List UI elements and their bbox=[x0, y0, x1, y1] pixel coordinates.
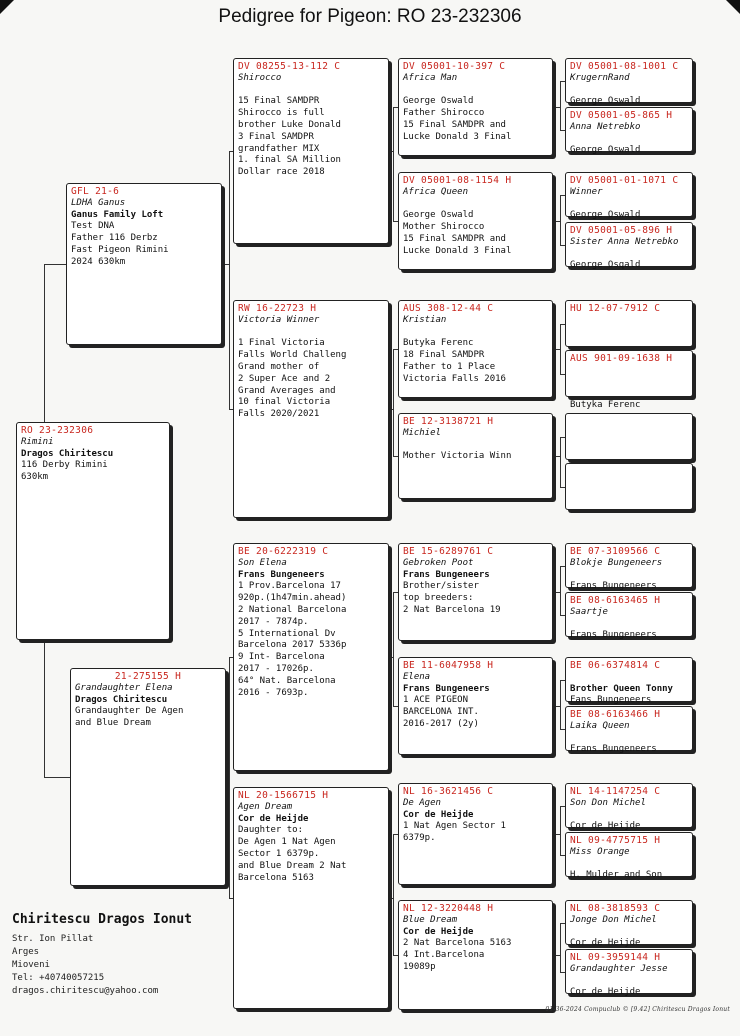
pigeon-note: Butyka Ferenc bbox=[403, 338, 474, 349]
pigeon-name: Anna Netrebko bbox=[570, 121, 641, 132]
ring-number: BE 08-6163465 H bbox=[570, 595, 661, 606]
great-great-grandparent-card[interactable] bbox=[565, 949, 693, 998]
ring-number: DV 05001-01-1071 C bbox=[570, 175, 679, 186]
pigeon-note: 2016-2017 (2y) bbox=[403, 718, 479, 729]
great-grandparent-card[interactable] bbox=[398, 413, 553, 499]
breeder-email[interactable]: dragos.chiritescu@yahoo.com bbox=[12, 986, 159, 996]
ring-number: 21-275155 H bbox=[114, 671, 182, 682]
pigeon-note: Father to 1 Place bbox=[403, 361, 496, 372]
pigeon-owner bbox=[570, 249, 688, 261]
pigeon-owner bbox=[570, 927, 688, 939]
pigeon-name bbox=[570, 315, 688, 327]
breeder-address-line: Mioveni bbox=[12, 960, 50, 970]
grandparent-card[interactable] bbox=[233, 787, 389, 1009]
ring-number bbox=[570, 416, 688, 428]
connector-line bbox=[553, 592, 560, 593]
pigeon-owner: Frans Bungeneers bbox=[238, 569, 325, 580]
ring-number: NL 09-4775715 H bbox=[570, 835, 661, 846]
pigeon-note: George Oswald bbox=[570, 210, 641, 221]
connector-line bbox=[553, 349, 560, 350]
connector-line bbox=[44, 777, 70, 778]
connector-line bbox=[44, 264, 66, 265]
pigeon-owner: Cor de Heijde bbox=[403, 926, 474, 937]
pigeon-owner: Cor de Heijde bbox=[403, 809, 474, 820]
breeder-name: Chiritescu Dragos Ionut bbox=[12, 912, 193, 927]
pigeon-note: Frans Bungeneers bbox=[570, 744, 657, 755]
ring-number: AUS 901-09-1638 H bbox=[570, 353, 673, 364]
pigeon-note: George Oswald bbox=[570, 96, 641, 107]
pigeon-note: 19089p bbox=[403, 961, 436, 972]
page-title: Pedigree for Pigeon: RO 23-232306 bbox=[218, 6, 522, 27]
ring-number: BE 12-3138721 H bbox=[403, 416, 494, 427]
pigeon-note: and Blue Dream bbox=[75, 718, 151, 729]
ring-number: BE 08-6163466 H bbox=[570, 709, 661, 720]
pigeon-note: 3 Final SAMDPR bbox=[238, 131, 314, 142]
pigeon-name: Gebroken Poot bbox=[403, 557, 474, 568]
pigeon-owner bbox=[403, 199, 548, 211]
connector-line bbox=[553, 456, 560, 457]
pigeon-note: 2024 630km bbox=[71, 256, 126, 267]
connector-line bbox=[389, 151, 393, 152]
pigeon-note: Fans Bungeneers bbox=[570, 695, 652, 706]
pigeon-name: Michiel bbox=[403, 427, 441, 438]
connector-line bbox=[393, 107, 394, 221]
pigeon-owner bbox=[403, 85, 548, 97]
great-great-grandparent-card[interactable] bbox=[565, 222, 693, 271]
pigeon-owner bbox=[570, 440, 688, 452]
pigeon-note: Brother/sister bbox=[403, 581, 479, 592]
pigeon-name: Agen Dream bbox=[238, 801, 293, 812]
pigeon-name: Rimini bbox=[21, 436, 54, 447]
great-great-grandparent-card[interactable] bbox=[565, 783, 693, 832]
pigeon-name bbox=[570, 365, 688, 377]
pigeon-name: Africa Man bbox=[403, 72, 458, 83]
ring-number: NL 09-3959144 H bbox=[570, 952, 661, 963]
great-great-grandparent-card[interactable] bbox=[565, 900, 693, 949]
great-great-grandparent-card[interactable] bbox=[565, 300, 693, 347]
pigeon-note: Dollar race 2018 bbox=[238, 167, 325, 178]
grandparent-card[interactable] bbox=[233, 300, 389, 518]
pigeon-note: Shirocco is full bbox=[238, 108, 325, 119]
breeder-info bbox=[12, 912, 242, 998]
sire-card[interactable] bbox=[66, 183, 222, 345]
pigeon-note: BARCELONA INT. bbox=[403, 707, 479, 718]
pigeon-note: 1 Nat Agen Sector 1 bbox=[403, 821, 506, 832]
ring-number: NL 20-1566715 H bbox=[238, 790, 329, 801]
pigeon-note: Grand mother of bbox=[238, 361, 320, 372]
pigeon-owner: Dragos Chiritescu bbox=[21, 448, 114, 459]
pigeon-name: Kristian bbox=[403, 314, 447, 325]
great-great-grandparent-card[interactable] bbox=[565, 592, 693, 641]
ring-number: DV 08255-13-112 C bbox=[238, 61, 341, 72]
ring-number bbox=[570, 466, 688, 478]
connector-line bbox=[560, 566, 561, 615]
great-great-grandparent-card[interactable] bbox=[565, 832, 693, 881]
great-great-grandparent-card[interactable] bbox=[565, 58, 693, 107]
pigeon-owner bbox=[570, 810, 688, 822]
pigeon-note: Father Shirocco bbox=[403, 108, 485, 119]
pigeon-name bbox=[570, 428, 688, 440]
great-grandparent-card[interactable] bbox=[398, 58, 553, 156]
great-grandparent-card[interactable] bbox=[398, 657, 553, 755]
connector-line bbox=[560, 923, 561, 972]
pigeon-note: 116 Derby Rimini bbox=[21, 460, 108, 471]
pigeon-owner bbox=[570, 490, 688, 502]
pigeon-note: 920p.(1h47min.ahead) bbox=[238, 593, 347, 604]
pigeon-note: Mother Shirocco bbox=[403, 222, 485, 233]
connector-line bbox=[560, 195, 561, 245]
pigeon-note: H. Mulder and Son bbox=[570, 870, 663, 881]
great-great-grandparent-card[interactable] bbox=[565, 657, 693, 706]
pigeon-name: Grandaughter Jesse bbox=[570, 963, 668, 974]
connector-line bbox=[553, 221, 560, 222]
ring-number: NL 14-1147254 C bbox=[570, 786, 661, 797]
ring-number: NL 16-3621456 C bbox=[403, 786, 494, 797]
pigeon-owner: Ganus Family Loft bbox=[71, 209, 164, 220]
pigeon-note: Falls 2020/2021 bbox=[238, 409, 320, 420]
pigeon-note: 630km bbox=[21, 472, 49, 483]
connector-line bbox=[553, 834, 560, 835]
pigeon-note: 64° Nat. Barcelona bbox=[238, 675, 336, 686]
ring-number: DV 05001-08-1001 C bbox=[570, 61, 679, 72]
pigeon-owner: Brother Queen Tonny bbox=[570, 683, 673, 694]
pigeon-note: 5 International Dv bbox=[238, 628, 336, 639]
pigeon-note: 1. final SA Million bbox=[238, 155, 341, 166]
pigeon-note: Victoria Falls 2016 bbox=[403, 373, 506, 384]
ring-number: NL 08-3818593 C bbox=[570, 903, 661, 914]
great-grandparent-card[interactable] bbox=[398, 300, 553, 398]
pigeon-name: Jonge Don Michel bbox=[570, 914, 657, 925]
pigeon-name: Sister Anna Netrebko bbox=[570, 236, 679, 247]
pigeon-note: grandfather MIX bbox=[238, 143, 320, 154]
pigeon-note: Mother Victoria Winn bbox=[403, 451, 512, 462]
pigeon-note: 15 Final SAMDPR and bbox=[403, 233, 506, 244]
pigeon-note: brother Luke Donald bbox=[238, 119, 341, 130]
connector-line bbox=[389, 898, 393, 899]
ring-number: DV 05001-08-1154 H bbox=[403, 175, 512, 186]
pigeon-owner bbox=[570, 859, 688, 871]
connector-line bbox=[226, 777, 229, 778]
ring-number: BE 11-6047958 H bbox=[403, 660, 494, 671]
pigeon-name: Africa Queen bbox=[403, 186, 469, 197]
pigeon-name: Blokje Bungeneers bbox=[570, 557, 663, 568]
pigeon-note: Father 116 Derbz bbox=[71, 233, 158, 244]
pigeon-note: 4 Int.Barcelona bbox=[403, 950, 485, 961]
pigeon-note: Grandaughter De Agen bbox=[75, 706, 184, 717]
connector-line bbox=[229, 151, 230, 409]
pigeon-owner: Cor de Heijde bbox=[238, 813, 309, 824]
pigeon-note: 6379p. bbox=[403, 833, 436, 844]
connector-line bbox=[229, 657, 230, 898]
pigeon-owner bbox=[570, 619, 688, 631]
pigeon-note: De Agen 1 Nat Agen bbox=[238, 837, 336, 848]
pigeon-name: Miss Orange bbox=[570, 846, 630, 857]
pigeon-owner: Frans Bungeneers bbox=[403, 569, 490, 580]
ring-number: GFL 21-6 bbox=[71, 186, 120, 197]
pigeon-note: 1 Final Victoria bbox=[238, 338, 325, 349]
great-great-grandparent-card[interactable] bbox=[565, 463, 693, 510]
pigeon-name: Blue Dream bbox=[403, 914, 458, 925]
pigeon-note: 2016 - 7693p. bbox=[238, 687, 309, 698]
pigeon-name: KrugernRand bbox=[570, 72, 630, 83]
great-great-grandparent-card[interactable] bbox=[565, 413, 693, 460]
ring-number: DV 05001-10-397 C bbox=[403, 61, 506, 72]
footer-credit: 01-36-2024 Compuclub © [9.42] Chiritescu Dragos Ionut bbox=[545, 1006, 730, 1013]
connector-line bbox=[560, 680, 561, 729]
pigeon-owner bbox=[570, 733, 688, 745]
pigeon-owner bbox=[403, 440, 548, 452]
pigeon-note: 15 Final SAMDPR and bbox=[403, 119, 506, 130]
pigeon-note: Lucke Donald 3 Final bbox=[403, 131, 512, 142]
pigeon-note: 2 National Barcelona bbox=[238, 604, 347, 615]
connector-line bbox=[389, 657, 393, 658]
pigeon-owner bbox=[238, 85, 384, 97]
pigeon-note: Grand Averages and bbox=[238, 385, 336, 396]
ring-number: BE 20-6222319 C bbox=[238, 546, 329, 557]
pigeon-note: George Oswald bbox=[570, 145, 641, 156]
pigeon-note: Barcelona 5163 bbox=[238, 872, 314, 883]
pigeon-note: Cor de Heijde bbox=[570, 938, 641, 949]
ring-number: RO 23-232306 bbox=[21, 425, 94, 436]
ring-number: NL 12-3220448 H bbox=[403, 903, 494, 914]
pigeon-owner bbox=[570, 327, 688, 339]
connector-line bbox=[560, 324, 561, 374]
pigeon-owner: Frans Bungeneers bbox=[403, 683, 490, 694]
pigeon-owner: Dragos Chiritescu bbox=[75, 694, 168, 705]
connector-line bbox=[560, 81, 561, 130]
great-great-grandparent-card[interactable] bbox=[565, 350, 693, 411]
ring-number: RW 16-22723 H bbox=[238, 303, 317, 314]
pigeon-note: Frans Bungeneers bbox=[570, 630, 657, 641]
pigeon-name: De Agen bbox=[403, 797, 441, 808]
breeder-address-line: Arges bbox=[12, 947, 40, 957]
ring-number: BE 15-6289761 C bbox=[403, 546, 494, 557]
pigeon-owner bbox=[570, 199, 688, 211]
pigeon-note: 2017 - 17026p. bbox=[238, 663, 314, 674]
pigeon-note bbox=[570, 388, 688, 400]
pigeon-name: Son Elena bbox=[238, 557, 287, 568]
subject-card[interactable] bbox=[16, 422, 170, 640]
pigeon-name: Winner bbox=[570, 186, 603, 197]
connector-line bbox=[222, 264, 229, 265]
pigeon-name: Saartje bbox=[570, 606, 608, 617]
pigeon-note: George Osqald bbox=[570, 260, 641, 271]
grandparent-card[interactable] bbox=[233, 543, 389, 771]
pigeon-note: Sector 1 6379p. bbox=[238, 848, 320, 859]
pigeon-note: Lucke Donald 3 Final bbox=[403, 245, 512, 256]
pigeon-name bbox=[570, 672, 688, 684]
pigeon-note: 15 Final SAMDPR bbox=[238, 96, 320, 107]
pigeon-name: Victoria Winner bbox=[238, 314, 320, 325]
pigeon-note: 2 Super Ace and 2 bbox=[238, 373, 331, 384]
pigeon-note: George Oswald bbox=[403, 96, 474, 107]
breeder-phone: Tel: +40740057215 bbox=[12, 973, 105, 983]
pigeon-note: Barcelona 2017 5336p bbox=[238, 640, 347, 651]
great-grandparent-card[interactable] bbox=[398, 783, 553, 885]
great-great-grandparent-card[interactable] bbox=[565, 172, 693, 221]
pigeon-note: top breeders: bbox=[403, 593, 474, 604]
great-great-grandparent-card[interactable] bbox=[565, 543, 693, 592]
ring-number: AUS 308-12-44 C bbox=[403, 303, 494, 314]
dam-card[interactable] bbox=[70, 668, 226, 886]
connector-line bbox=[389, 409, 393, 410]
pigeon-note: George Oswald bbox=[403, 210, 474, 221]
pigeon-note: 18 Final SAMDPR bbox=[403, 350, 485, 361]
pigeon-note: Daughter to: bbox=[238, 825, 304, 836]
pigeon-owner bbox=[570, 134, 688, 146]
pigeon-note: 1 Prov.Barcelona 17 bbox=[238, 581, 341, 592]
pigeon-owner bbox=[570, 570, 688, 582]
ring-number: BE 07-3109566 C bbox=[570, 546, 661, 557]
great-great-grandparent-card[interactable] bbox=[565, 107, 693, 156]
pigeon-note: 2 Nat Barcelona 5163 bbox=[403, 938, 512, 949]
ring-number: DV 05001-05-865 H bbox=[570, 110, 673, 121]
connector-line bbox=[393, 349, 394, 456]
ring-number: BE 06-6374814 C bbox=[570, 660, 661, 671]
pigeon-name: Laika Queen bbox=[570, 720, 630, 731]
pigeon-note: 2 Nat Barcelona 19 bbox=[403, 604, 501, 615]
pigeon-note: 2017 - 7874p. bbox=[238, 616, 309, 627]
pigeon-note: Frans Bungeneers bbox=[570, 581, 657, 592]
pigeon-owner bbox=[403, 327, 548, 339]
pigeon-name bbox=[570, 478, 688, 490]
connector-line bbox=[393, 592, 394, 706]
pigeon-name: Shirocco bbox=[238, 72, 282, 83]
pigeon-owner bbox=[570, 976, 688, 988]
great-grandparent-card[interactable] bbox=[398, 543, 553, 641]
breeder-address-line: Str. Ion Pillat bbox=[12, 934, 94, 944]
pigeon-note: 10 final Victoria bbox=[238, 397, 331, 408]
pigeon-note: Fast Pigeon Rimini bbox=[71, 244, 169, 255]
pigeon-owner bbox=[570, 377, 688, 389]
connector-line bbox=[553, 955, 560, 956]
pigeon-owner bbox=[238, 327, 384, 339]
pigeon-note: and Blue Dream 2 Nat bbox=[238, 860, 347, 871]
pigeon-name: Elena bbox=[403, 671, 431, 682]
great-grandparent-card[interactable] bbox=[398, 900, 553, 1010]
pigeon-owner bbox=[570, 85, 688, 97]
pigeon-note: 9 Int- Barcelona bbox=[238, 652, 325, 663]
pigeon-note: Test DNA bbox=[71, 221, 115, 232]
connector-line bbox=[560, 437, 561, 487]
grandparent-card[interactable] bbox=[233, 58, 389, 244]
pigeon-name: Son Don Michel bbox=[570, 797, 646, 808]
connector-line bbox=[393, 834, 394, 955]
pigeon-note: Cor de Heijde bbox=[570, 821, 641, 832]
pigeon-note: Butyka Ferenc bbox=[570, 400, 641, 411]
great-grandparent-card[interactable] bbox=[398, 172, 553, 270]
ring-number: HU 12-07-7912 C bbox=[570, 303, 661, 314]
connector-line bbox=[553, 107, 560, 108]
pigeon-note: 1 ACE PIGEON bbox=[403, 695, 469, 706]
connector-line bbox=[560, 806, 561, 855]
pigeon-name: Grandaughter Elena bbox=[75, 682, 173, 693]
ring-number: DV 05001-05-896 H bbox=[570, 225, 673, 236]
pigeon-name: LDHA Ganus bbox=[71, 197, 126, 208]
pigeon-note: Falls World Challeng bbox=[238, 350, 347, 361]
connector-line bbox=[553, 706, 560, 707]
pigeon-note: Cor de Heijde bbox=[570, 987, 641, 998]
great-great-grandparent-card[interactable] bbox=[565, 706, 693, 755]
